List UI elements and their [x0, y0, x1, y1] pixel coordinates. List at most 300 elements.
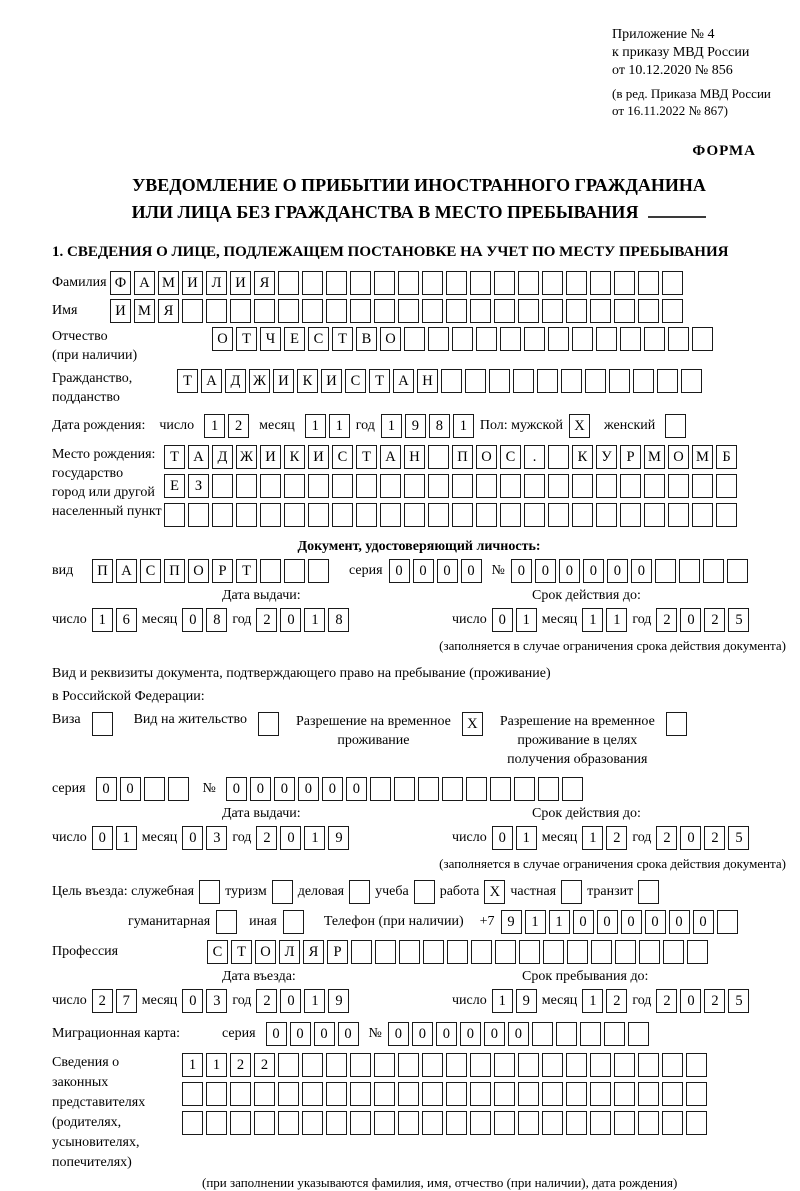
char-cell[interactable]: О: [668, 445, 689, 469]
char-cell[interactable]: И: [182, 271, 203, 295]
temp-residence-checkbox[interactable]: X: [462, 712, 483, 736]
char-cell[interactable]: Ж: [236, 445, 257, 469]
char-cell[interactable]: [422, 1053, 443, 1077]
char-cell[interactable]: 1: [204, 414, 225, 438]
char-cell[interactable]: 0: [182, 826, 203, 850]
char-cell[interactable]: 2: [256, 608, 277, 632]
char-cell[interactable]: 2: [656, 608, 677, 632]
char-cell[interactable]: [566, 1111, 587, 1135]
char-cell[interactable]: [692, 327, 713, 351]
char-cell[interactable]: [374, 1082, 395, 1106]
char-cell[interactable]: [302, 1053, 323, 1077]
char-cell[interactable]: 1: [116, 826, 137, 850]
char-cell[interactable]: Б: [716, 445, 737, 469]
char-cell[interactable]: 0: [413, 559, 434, 583]
char-cell[interactable]: [398, 271, 419, 295]
char-cell[interactable]: [284, 474, 305, 498]
char-cell[interactable]: Л: [279, 940, 300, 964]
char-cell[interactable]: [302, 271, 323, 295]
char-cell[interactable]: 2: [256, 826, 277, 850]
char-cell[interactable]: С: [308, 327, 329, 351]
char-cell[interactable]: [375, 940, 396, 964]
char-cell[interactable]: [638, 1082, 659, 1106]
char-cell[interactable]: [260, 474, 281, 498]
purpose-humanitarian-checkbox[interactable]: [216, 910, 237, 934]
char-cell[interactable]: 0: [511, 559, 532, 583]
purpose-private-checkbox[interactable]: [561, 880, 582, 904]
char-cell[interactable]: 6: [116, 608, 137, 632]
char-cell[interactable]: Л: [206, 271, 227, 295]
char-cell[interactable]: [260, 559, 281, 583]
char-cell[interactable]: 2: [254, 1053, 275, 1077]
char-cell[interactable]: Т: [356, 445, 377, 469]
char-cell[interactable]: У: [596, 445, 617, 469]
char-cell[interactable]: 2: [704, 826, 725, 850]
char-cell[interactable]: [615, 940, 636, 964]
char-cell[interactable]: [500, 503, 521, 527]
char-cell[interactable]: [620, 503, 641, 527]
char-cell[interactable]: [566, 1082, 587, 1106]
char-cell[interactable]: 0: [597, 910, 618, 934]
char-cell[interactable]: 7: [116, 989, 137, 1013]
char-cell[interactable]: Д: [225, 369, 246, 393]
char-cell[interactable]: [398, 1053, 419, 1077]
char-cell[interactable]: [260, 503, 281, 527]
char-cell[interactable]: И: [110, 299, 131, 323]
char-cell[interactable]: [686, 1111, 707, 1135]
char-cell[interactable]: [447, 940, 468, 964]
char-cell[interactable]: 0: [314, 1022, 335, 1046]
char-cell[interactable]: [326, 271, 347, 295]
char-cell[interactable]: 0: [388, 1022, 409, 1046]
purpose-official-checkbox[interactable]: [199, 880, 220, 904]
char-cell[interactable]: О: [255, 940, 276, 964]
char-cell[interactable]: [542, 1053, 563, 1077]
char-cell[interactable]: [494, 1053, 515, 1077]
char-cell[interactable]: А: [134, 271, 155, 295]
char-cell[interactable]: З: [188, 474, 209, 498]
char-cell[interactable]: И: [321, 369, 342, 393]
char-cell[interactable]: [164, 503, 185, 527]
char-cell[interactable]: [566, 1053, 587, 1077]
char-cell[interactable]: [620, 327, 641, 351]
char-cell[interactable]: [254, 1082, 275, 1106]
char-cell[interactable]: [717, 910, 738, 934]
char-cell[interactable]: Д: [212, 445, 233, 469]
char-cell[interactable]: [188, 503, 209, 527]
char-cell[interactable]: [452, 503, 473, 527]
char-cell[interactable]: [470, 271, 491, 295]
char-cell[interactable]: [212, 474, 233, 498]
char-cell[interactable]: [370, 777, 391, 801]
char-cell[interactable]: [655, 559, 676, 583]
char-cell[interactable]: С: [140, 559, 161, 583]
char-cell[interactable]: [206, 1111, 227, 1135]
char-cell[interactable]: [644, 327, 665, 351]
purpose-transit-checkbox[interactable]: [638, 880, 659, 904]
char-cell[interactable]: 2: [230, 1053, 251, 1077]
char-cell[interactable]: [356, 474, 377, 498]
char-cell[interactable]: [494, 1082, 515, 1106]
char-cell[interactable]: [679, 559, 700, 583]
char-cell[interactable]: 0: [693, 910, 714, 934]
char-cell[interactable]: 0: [573, 910, 594, 934]
char-cell[interactable]: [662, 1111, 683, 1135]
char-cell[interactable]: [532, 1022, 553, 1046]
char-cell[interactable]: А: [188, 445, 209, 469]
char-cell[interactable]: [590, 299, 611, 323]
char-cell[interactable]: 0: [680, 989, 701, 1013]
char-cell[interactable]: 0: [607, 559, 628, 583]
char-cell[interactable]: 0: [280, 826, 301, 850]
char-cell[interactable]: 0: [322, 777, 343, 801]
char-cell[interactable]: [638, 1053, 659, 1077]
char-cell[interactable]: [326, 1111, 347, 1135]
char-cell[interactable]: 0: [492, 826, 513, 850]
char-cell[interactable]: [332, 474, 353, 498]
char-cell[interactable]: [692, 503, 713, 527]
char-cell[interactable]: [518, 1053, 539, 1077]
char-cell[interactable]: К: [572, 445, 593, 469]
gender-male-checkbox[interactable]: X: [569, 414, 590, 438]
char-cell[interactable]: [556, 1022, 577, 1046]
char-cell[interactable]: С: [500, 445, 521, 469]
char-cell[interactable]: [518, 1082, 539, 1106]
char-cell[interactable]: [356, 503, 377, 527]
char-cell[interactable]: [422, 299, 443, 323]
char-cell[interactable]: [441, 369, 462, 393]
char-cell[interactable]: [681, 369, 702, 393]
char-cell[interactable]: [542, 1082, 563, 1106]
char-cell[interactable]: [633, 369, 654, 393]
char-cell[interactable]: А: [380, 445, 401, 469]
char-cell[interactable]: [278, 271, 299, 295]
char-cell[interactable]: 0: [274, 777, 295, 801]
char-cell[interactable]: [542, 299, 563, 323]
char-cell[interactable]: [182, 1111, 203, 1135]
char-cell[interactable]: [278, 1053, 299, 1077]
char-cell[interactable]: [428, 474, 449, 498]
char-cell[interactable]: 9: [328, 826, 349, 850]
char-cell[interactable]: [614, 1082, 635, 1106]
char-cell[interactable]: 2: [656, 826, 677, 850]
char-cell[interactable]: [230, 299, 251, 323]
char-cell[interactable]: [230, 1082, 251, 1106]
char-cell[interactable]: 9: [501, 910, 522, 934]
char-cell[interactable]: [657, 369, 678, 393]
char-cell[interactable]: [350, 1053, 371, 1077]
char-cell[interactable]: И: [273, 369, 294, 393]
char-cell[interactable]: [566, 271, 587, 295]
char-cell[interactable]: 0: [96, 777, 117, 801]
char-cell[interactable]: [476, 503, 497, 527]
char-cell[interactable]: [572, 327, 593, 351]
char-cell[interactable]: 1: [305, 414, 326, 438]
char-cell[interactable]: 2: [228, 414, 249, 438]
char-cell[interactable]: [446, 1053, 467, 1077]
char-cell[interactable]: [590, 1082, 611, 1106]
char-cell[interactable]: [398, 299, 419, 323]
char-cell[interactable]: Ч: [260, 327, 281, 351]
char-cell[interactable]: [374, 299, 395, 323]
gender-female-checkbox[interactable]: [665, 414, 686, 438]
char-cell[interactable]: [332, 503, 353, 527]
char-cell[interactable]: [470, 1082, 491, 1106]
char-cell[interactable]: [442, 777, 463, 801]
char-cell[interactable]: [446, 271, 467, 295]
char-cell[interactable]: Р: [327, 940, 348, 964]
char-cell[interactable]: [662, 271, 683, 295]
char-cell[interactable]: А: [201, 369, 222, 393]
char-cell[interactable]: [254, 1111, 275, 1135]
char-cell[interactable]: О: [188, 559, 209, 583]
char-cell[interactable]: [542, 271, 563, 295]
char-cell[interactable]: 9: [516, 989, 537, 1013]
char-cell[interactable]: [591, 940, 612, 964]
purpose-business-checkbox[interactable]: [349, 880, 370, 904]
char-cell[interactable]: [452, 474, 473, 498]
char-cell[interactable]: [494, 1111, 515, 1135]
char-cell[interactable]: О: [212, 327, 233, 351]
char-cell[interactable]: 0: [346, 777, 367, 801]
char-cell[interactable]: [513, 369, 534, 393]
char-cell[interactable]: [206, 1082, 227, 1106]
char-cell[interactable]: [350, 1111, 371, 1135]
char-cell[interactable]: 1: [304, 608, 325, 632]
char-cell[interactable]: [620, 474, 641, 498]
residence-permit-checkbox[interactable]: [258, 712, 279, 736]
char-cell[interactable]: К: [297, 369, 318, 393]
char-cell[interactable]: 0: [484, 1022, 505, 1046]
char-cell[interactable]: 0: [298, 777, 319, 801]
char-cell[interactable]: [351, 940, 372, 964]
char-cell[interactable]: 0: [437, 559, 458, 583]
char-cell[interactable]: [278, 1111, 299, 1135]
char-cell[interactable]: [662, 1053, 683, 1077]
char-cell[interactable]: М: [158, 271, 179, 295]
char-cell[interactable]: [538, 777, 559, 801]
char-cell[interactable]: [727, 559, 748, 583]
char-cell[interactable]: П: [92, 559, 113, 583]
char-cell[interactable]: [284, 503, 305, 527]
char-cell[interactable]: [662, 1082, 683, 1106]
char-cell[interactable]: 0: [669, 910, 690, 934]
char-cell[interactable]: [567, 940, 588, 964]
char-cell[interactable]: 2: [704, 989, 725, 1013]
char-cell[interactable]: [374, 271, 395, 295]
char-cell[interactable]: Т: [236, 327, 257, 351]
char-cell[interactable]: [500, 327, 521, 351]
char-cell[interactable]: [308, 474, 329, 498]
char-cell[interactable]: [686, 1082, 707, 1106]
char-cell[interactable]: [466, 777, 487, 801]
char-cell[interactable]: [350, 1082, 371, 1106]
char-cell[interactable]: [566, 299, 587, 323]
char-cell[interactable]: [524, 474, 545, 498]
char-cell[interactable]: 0: [680, 826, 701, 850]
char-cell[interactable]: 0: [280, 608, 301, 632]
char-cell[interactable]: 2: [606, 826, 627, 850]
char-cell[interactable]: [206, 299, 227, 323]
char-cell[interactable]: [470, 1053, 491, 1077]
char-cell[interactable]: 1: [206, 1053, 227, 1077]
char-cell[interactable]: А: [116, 559, 137, 583]
char-cell[interactable]: [614, 271, 635, 295]
char-cell[interactable]: [561, 369, 582, 393]
char-cell[interactable]: [638, 1111, 659, 1135]
char-cell[interactable]: [716, 474, 737, 498]
char-cell[interactable]: [308, 503, 329, 527]
char-cell[interactable]: [380, 503, 401, 527]
char-cell[interactable]: [562, 777, 583, 801]
char-cell[interactable]: [490, 777, 511, 801]
char-cell[interactable]: .: [524, 445, 545, 469]
char-cell[interactable]: 1: [92, 608, 113, 632]
char-cell[interactable]: [638, 299, 659, 323]
char-cell[interactable]: [580, 1022, 601, 1046]
char-cell[interactable]: [476, 474, 497, 498]
char-cell[interactable]: 0: [680, 608, 701, 632]
char-cell[interactable]: [326, 299, 347, 323]
temp-residence-edu-checkbox[interactable]: [666, 712, 687, 736]
char-cell[interactable]: Ф: [110, 271, 131, 295]
char-cell[interactable]: 8: [328, 608, 349, 632]
char-cell[interactable]: [548, 503, 569, 527]
char-cell[interactable]: [302, 299, 323, 323]
char-cell[interactable]: [548, 445, 569, 469]
char-cell[interactable]: [668, 474, 689, 498]
char-cell[interactable]: 5: [728, 608, 749, 632]
char-cell[interactable]: [350, 271, 371, 295]
char-cell[interactable]: С: [207, 940, 228, 964]
char-cell[interactable]: О: [380, 327, 401, 351]
char-cell[interactable]: С: [332, 445, 353, 469]
char-cell[interactable]: Е: [284, 327, 305, 351]
char-cell[interactable]: 1: [304, 989, 325, 1013]
char-cell[interactable]: [614, 1053, 635, 1077]
char-cell[interactable]: [404, 474, 425, 498]
char-cell[interactable]: [422, 1111, 443, 1135]
char-cell[interactable]: [452, 327, 473, 351]
char-cell[interactable]: [518, 1111, 539, 1135]
char-cell[interactable]: 1: [329, 414, 350, 438]
char-cell[interactable]: [524, 327, 545, 351]
char-cell[interactable]: 0: [412, 1022, 433, 1046]
char-cell[interactable]: [374, 1111, 395, 1135]
char-cell[interactable]: [418, 777, 439, 801]
char-cell[interactable]: [687, 940, 708, 964]
char-cell[interactable]: [638, 271, 659, 295]
char-cell[interactable]: [614, 1111, 635, 1135]
char-cell[interactable]: [398, 1082, 419, 1106]
char-cell[interactable]: [596, 503, 617, 527]
char-cell[interactable]: Н: [417, 369, 438, 393]
char-cell[interactable]: 0: [535, 559, 556, 583]
char-cell[interactable]: [644, 474, 665, 498]
char-cell[interactable]: 0: [460, 1022, 481, 1046]
char-cell[interactable]: [254, 299, 275, 323]
char-cell[interactable]: Ж: [249, 369, 270, 393]
char-cell[interactable]: [428, 503, 449, 527]
char-cell[interactable]: [236, 474, 257, 498]
char-cell[interactable]: [284, 559, 305, 583]
char-cell[interactable]: [144, 777, 165, 801]
char-cell[interactable]: [572, 474, 593, 498]
char-cell[interactable]: [422, 271, 443, 295]
char-cell[interactable]: А: [393, 369, 414, 393]
char-cell[interactable]: [404, 327, 425, 351]
char-cell[interactable]: И: [230, 271, 251, 295]
char-cell[interactable]: Я: [158, 299, 179, 323]
char-cell[interactable]: [465, 369, 486, 393]
char-cell[interactable]: Т: [236, 559, 257, 583]
char-cell[interactable]: [399, 940, 420, 964]
char-cell[interactable]: [446, 1111, 467, 1135]
char-cell[interactable]: [494, 299, 515, 323]
char-cell[interactable]: [548, 327, 569, 351]
char-cell[interactable]: 8: [206, 608, 227, 632]
char-cell[interactable]: [644, 503, 665, 527]
char-cell[interactable]: [596, 327, 617, 351]
char-cell[interactable]: [476, 327, 497, 351]
char-cell[interactable]: С: [345, 369, 366, 393]
char-cell[interactable]: 8: [429, 414, 450, 438]
char-cell[interactable]: 5: [728, 989, 749, 1013]
char-cell[interactable]: Я: [254, 271, 275, 295]
char-cell[interactable]: [692, 474, 713, 498]
purpose-tourism-checkbox[interactable]: [272, 880, 293, 904]
char-cell[interactable]: 0: [182, 608, 203, 632]
char-cell[interactable]: К: [284, 445, 305, 469]
char-cell[interactable]: М: [134, 299, 155, 323]
char-cell[interactable]: 1: [582, 608, 603, 632]
char-cell[interactable]: [609, 369, 630, 393]
char-cell[interactable]: 0: [508, 1022, 529, 1046]
char-cell[interactable]: Н: [404, 445, 425, 469]
char-cell[interactable]: [518, 299, 539, 323]
char-cell[interactable]: [278, 1082, 299, 1106]
purpose-work-checkbox[interactable]: X: [484, 880, 505, 904]
char-cell[interactable]: [668, 327, 689, 351]
char-cell[interactable]: [703, 559, 724, 583]
char-cell[interactable]: 0: [266, 1022, 287, 1046]
char-cell[interactable]: И: [260, 445, 281, 469]
char-cell[interactable]: [471, 940, 492, 964]
char-cell[interactable]: [514, 777, 535, 801]
char-cell[interactable]: [446, 299, 467, 323]
char-cell[interactable]: [326, 1082, 347, 1106]
char-cell[interactable]: 0: [92, 826, 113, 850]
char-cell[interactable]: [543, 940, 564, 964]
char-cell[interactable]: [350, 299, 371, 323]
char-cell[interactable]: [686, 1053, 707, 1077]
char-cell[interactable]: [662, 299, 683, 323]
char-cell[interactable]: [614, 299, 635, 323]
char-cell[interactable]: Т: [231, 940, 252, 964]
char-cell[interactable]: [398, 1111, 419, 1135]
char-cell[interactable]: [422, 1082, 443, 1106]
char-cell[interactable]: [604, 1022, 625, 1046]
char-cell[interactable]: [380, 474, 401, 498]
char-cell[interactable]: Р: [212, 559, 233, 583]
char-cell[interactable]: 1: [516, 826, 537, 850]
char-cell[interactable]: 2: [656, 989, 677, 1013]
char-cell[interactable]: 0: [182, 989, 203, 1013]
char-cell[interactable]: [494, 271, 515, 295]
char-cell[interactable]: 1: [606, 608, 627, 632]
char-cell[interactable]: 0: [559, 559, 580, 583]
char-cell[interactable]: Т: [369, 369, 390, 393]
